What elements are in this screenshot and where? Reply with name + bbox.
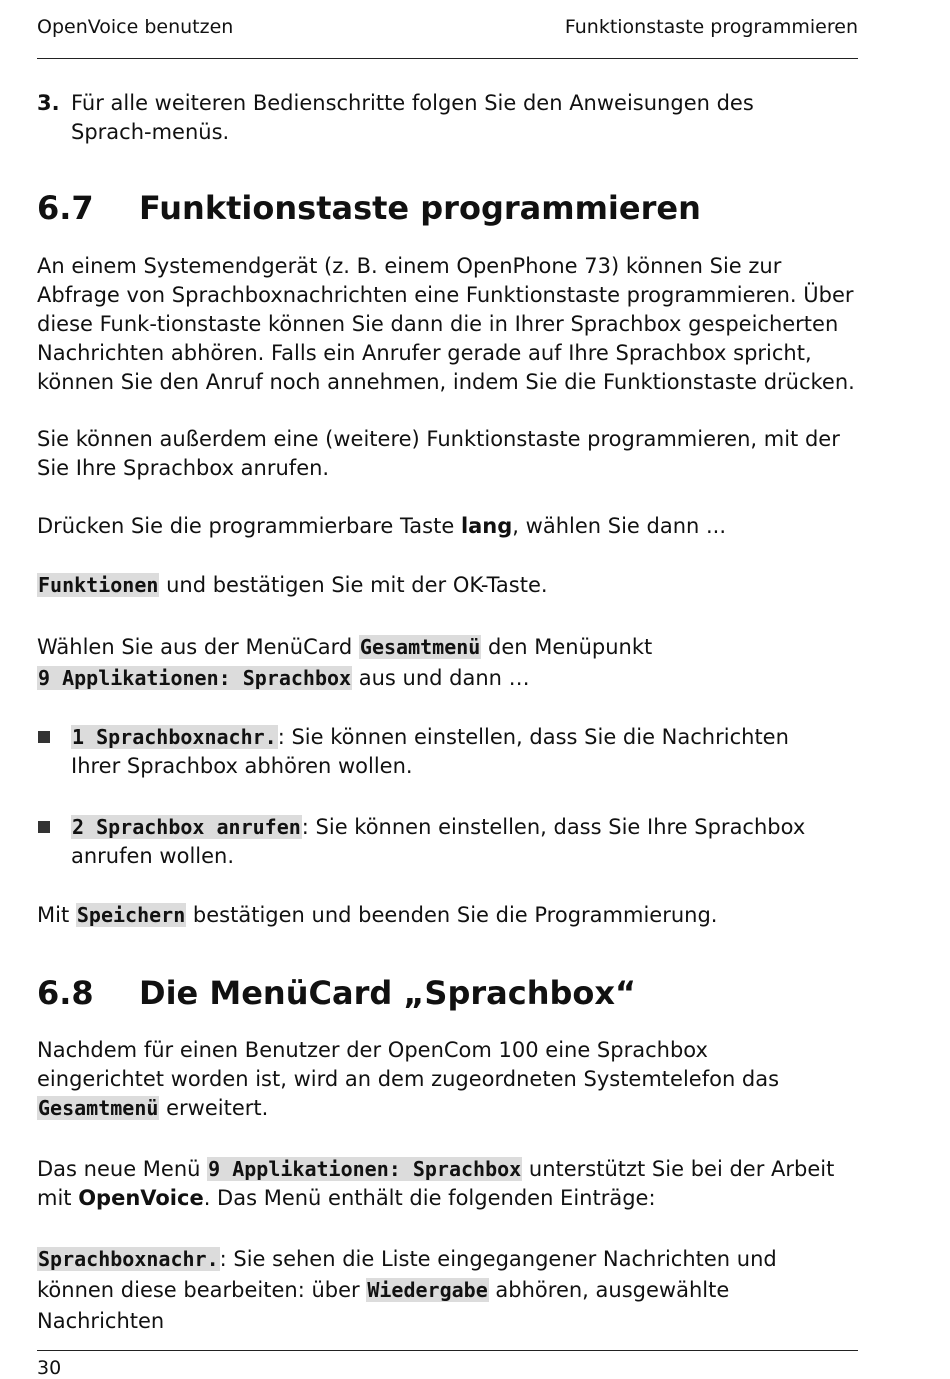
paragraph: Sie können außerdem eine (weitere) Funktionstaste programmieren, mit der Sie Ihre Sprachbox anrufen. — [37, 427, 840, 480]
paragraph — [37, 1244, 858, 1337]
text-run: Drücken Sie die programmierbare Taste — [37, 514, 461, 538]
menu-code: Wiedergabe — [367, 1278, 488, 1302]
paragraph: An einem Systemendgerät (z. B. einem OpenPhone 73) können Sie zur Abfrage von Sprachboxnachrichten eine Funktionstaste programmieren. Über diese Funk-tionstaste können Sie dann die in Ihrer Sprachbox gespeicherten Nachrichten abhören. Falls ein Anrufer gerade auf Ihre Sprachbox spricht, können Sie den Anruf noch annehmen, indem Sie die Funktionstaste drücken. — [37, 254, 855, 394]
menu-code: Gesamtmenü — [38, 1096, 159, 1120]
menu-code: Speichern — [76, 903, 186, 927]
step-number: 3. — [37, 91, 60, 115]
menu-code: 2 Sprachbox anrufen — [72, 815, 301, 839]
menu-code: Gesamtmenü — [359, 635, 481, 659]
list-item-text — [71, 813, 811, 871]
text-run: aus und dann … — [352, 666, 530, 690]
section-heading-6-8 — [37, 973, 636, 1013]
text-run: abhören, ausgewählte Nachrichten — [37, 1278, 730, 1333]
paragraph — [37, 1036, 817, 1123]
page-number: 30 — [37, 1357, 62, 1379]
header-section: Funktionstaste programmieren — [564, 16, 858, 38]
text-run: unterstützt Sie bei der Arbeit mit — [37, 1157, 835, 1210]
text-run: . Das Menü enthält die folgenden Einträge: — [203, 1186, 656, 1210]
paragraph — [37, 632, 858, 694]
text-run: erweitert. — [159, 1096, 269, 1120]
text-run: und bestätigen Sie mit der OK-Taste. — [159, 573, 548, 597]
header-chapter: OpenVoice benutzen — [37, 16, 234, 38]
text-run: bestätigen und beenden Sie die Programmierung. — [186, 903, 718, 927]
text-run: Das neue Menü — [37, 1157, 208, 1181]
text-run: Mit — [37, 903, 76, 927]
menu-code: 9 Applikationen: Sprachbox — [38, 666, 352, 690]
section-title: Funktionstaste programmieren — [139, 189, 701, 227]
running-header — [37, 14, 858, 59]
paragraph — [37, 1155, 858, 1213]
text-run: : Sie können einstellen, dass Sie Ihre Sprachbox anrufen wollen. — [71, 815, 806, 868]
text-run: : Sie können einstellen, dass Sie die Nachrichten Ihrer Sprachbox abhören wollen. — [71, 725, 789, 778]
paragraph — [37, 512, 858, 541]
menu-code: 9 Applikationen: Sprachbox — [208, 1157, 522, 1181]
text-run: : Sie sehen die Liste eingegangener Nachrichten und können diese bearbeiten: über — [37, 1247, 777, 1302]
text-run: Nachdem für einen Benutzer der OpenCom 100 eine Sprachbox eingerichtet worden ist, wird an dem zugeordneten Systemtelefon das — [37, 1038, 780, 1091]
text-run: den Menüpunkt — [481, 635, 653, 659]
list-item-text — [71, 723, 841, 781]
section-number: 6.7 — [37, 189, 94, 227]
menu-code: Funktionen — [38, 573, 159, 597]
paragraph — [37, 571, 858, 600]
menu-code: 1 Sprachboxnachr. — [72, 725, 277, 749]
bold-text: OpenVoice — [78, 1186, 204, 1210]
section-heading-6-7 — [37, 188, 701, 228]
bullet-square-icon — [38, 821, 50, 833]
menu-code: Sprachboxnachr. — [38, 1247, 219, 1271]
section-title: Die MenüCard „Sprachbox“ — [139, 974, 637, 1012]
text-run: , wählen Sie dann ... — [512, 514, 727, 538]
step-text: Für alle weiteren Bedienschritte folgen Sie den Anweisungen des Sprach-menüs. — [71, 91, 754, 144]
bullet-square-icon — [38, 731, 50, 743]
paragraph — [37, 901, 858, 930]
section-number: 6.8 — [37, 974, 94, 1012]
text-run: Wählen Sie aus der MenüCard — [37, 635, 359, 659]
page-footer — [37, 1350, 858, 1379]
bold-text: lang — [460, 514, 513, 538]
